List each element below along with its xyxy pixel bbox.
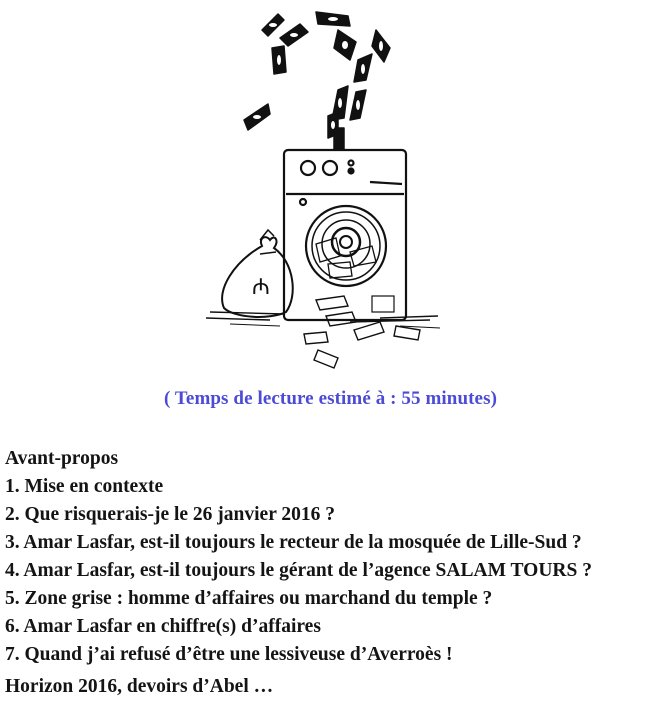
toc-closing[interactable]: Horizon 2016, devoirs d’Abel … [5, 676, 274, 697]
toc-item[interactable]: 2. Que risquerais-je le 26 janvier 2016 ? [5, 504, 336, 525]
toc-item[interactable]: 4. Amar Lasfar, est-il toujours le gérant de l’agence SALAM TOURS ? [5, 560, 592, 581]
money-bag-symbol: ₼ [252, 275, 270, 300]
money-laundering-illustration [200, 0, 450, 370]
toc-item[interactable]: 1. Mise en contexte [5, 476, 164, 497]
toc-item[interactable]: 7. Quand j’ai refusé d’être une lessiveuse d’Averroès ! [5, 644, 453, 665]
banknote-icon [244, 12, 390, 150]
toc-foreword[interactable]: Avant-propos [5, 448, 119, 469]
toc-item[interactable]: 5. Zone grise : homme d’affaires ou marchand du temple ? [5, 588, 493, 609]
table-of-contents [5, 445, 661, 701]
reading-time-note: ( Temps de lecture estimé à : 55 minutes) [163, 388, 498, 409]
toc-item[interactable]: 6. Amar Lasfar en chiffre(s) d’affaires [5, 616, 321, 637]
washing-machine-icon [200, 0, 450, 370]
toc-item[interactable]: 3. Amar Lasfar, est-il toujours le recteur de la mosquée de Lille-Sud ? [5, 532, 582, 553]
